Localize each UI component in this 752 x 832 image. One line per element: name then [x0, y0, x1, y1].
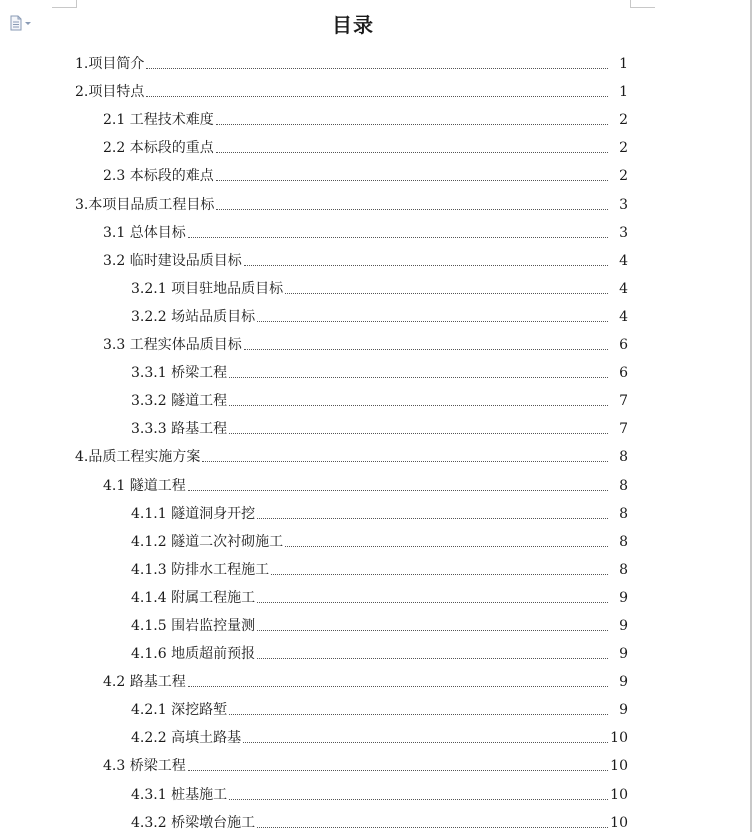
toc-leader-dots — [257, 658, 608, 659]
toc-entry-page-number: 7 — [619, 421, 628, 438]
toc-leader-dots — [257, 630, 608, 631]
toc-leader-dots — [244, 349, 608, 350]
toc-entry-label: 3.3 工程实体品质目标 — [103, 337, 242, 354]
toc-entry-page-number: 10 — [610, 786, 628, 803]
toc-leader-dots — [216, 124, 608, 125]
toc-entry-page-number: 3 — [619, 196, 628, 213]
toc-entry-label: 4.1 隧道工程 — [103, 477, 186, 494]
toc-entry[interactable] — [0, 131, 752, 159]
toc-leader-dots — [257, 827, 608, 828]
toc-leader-dots — [271, 574, 608, 575]
toc-entry-label: 4.2.2 高填土路基 — [131, 730, 242, 747]
toc-leader-dots — [285, 546, 608, 547]
toc-entry-label: 4.1.5 围岩监控量测 — [131, 617, 256, 634]
toc-leader-dots — [285, 293, 608, 294]
toc-entry[interactable] — [0, 272, 752, 300]
toc-entry-label: 4.3.1 桩基施工 — [131, 786, 228, 803]
toc-leader-dots — [229, 405, 608, 406]
toc-entry[interactable] — [0, 47, 752, 75]
toc-entry[interactable] — [0, 328, 752, 356]
toc-entry[interactable] — [0, 637, 752, 665]
toc-entry-label: 4.1.4 附属工程施工 — [131, 589, 256, 606]
toc-entry[interactable] — [0, 440, 752, 468]
toc-entry-page-number: 8 — [619, 561, 628, 578]
toc-list — [0, 47, 752, 832]
toc-entry[interactable] — [0, 412, 752, 440]
toc-entry-page-number: 2 — [619, 112, 628, 129]
toc-entry-page-number: 4 — [619, 252, 628, 269]
toc-entry-label: 4.2 路基工程 — [103, 674, 186, 691]
toc-entry-page-number: 8 — [619, 449, 628, 466]
toc-entry-page-number: 9 — [619, 589, 628, 606]
toc-entry-label: 4.1.1 隧道洞身开挖 — [131, 505, 256, 522]
toc-entry-label: 3.3.3 路基工程 — [131, 421, 228, 438]
toc-entry[interactable] — [0, 187, 752, 215]
toc-entry[interactable] — [0, 244, 752, 272]
toc-entry[interactable] — [0, 468, 752, 496]
toc-entry-page-number: 2 — [619, 168, 628, 185]
toc-entry-page-number: 9 — [619, 617, 628, 634]
toc-entry-page-number: 9 — [619, 702, 628, 719]
toc-leader-dots — [243, 742, 608, 743]
toc-entry-label: 1.项目简介 — [75, 56, 145, 73]
toc-leader-dots — [188, 237, 608, 238]
toc-entry[interactable] — [0, 609, 752, 637]
toc-entry-label: 3.1 总体目标 — [103, 224, 186, 241]
toc-leader-dots — [216, 180, 608, 181]
toc-entry-page-number: 8 — [619, 533, 628, 550]
crop-mark-right — [630, 0, 655, 8]
toc-entry-page-number: 10 — [610, 758, 628, 775]
toc-entry-page-number: 6 — [619, 337, 628, 354]
toc-entry[interactable] — [0, 777, 752, 805]
toc-leader-dots — [146, 96, 608, 97]
toc-entry-page-number: 1 — [619, 84, 628, 101]
toc-entry-page-number: 1 — [619, 56, 628, 73]
toc-leader-dots — [229, 433, 608, 434]
toc-entry-page-number: 10 — [610, 814, 628, 831]
toc-entry-label: 3.3.1 桥梁工程 — [131, 365, 228, 382]
toc-entry[interactable] — [0, 721, 752, 749]
toc-entry[interactable] — [0, 216, 752, 244]
toc-leader-dots — [188, 490, 608, 491]
toc-entry-label: 2.2 本标段的重点 — [103, 140, 214, 157]
toc-title: 目录 — [332, 13, 374, 37]
toc-entry-label: 3.本项目品质工程目标 — [75, 196, 215, 213]
toc-entry-label: 3.3.2 隧道工程 — [131, 393, 228, 410]
toc-entry-page-number: 8 — [619, 477, 628, 494]
toc-entry[interactable] — [0, 356, 752, 384]
toc-entry-label: 4.1.3 防排水工程施工 — [131, 561, 270, 578]
crop-mark-left — [52, 0, 77, 8]
toc-leader-dots — [257, 518, 608, 519]
toc-leader-dots — [188, 770, 608, 771]
toc-entry-page-number: 3 — [619, 224, 628, 241]
toc-entry[interactable] — [0, 665, 752, 693]
toc-entry[interactable] — [0, 384, 752, 412]
toc-entry[interactable] — [0, 749, 752, 777]
toc-entry-label: 3.2.2 场站品质目标 — [131, 308, 256, 325]
toc-entry[interactable] — [0, 75, 752, 103]
toc-leader-dots — [229, 714, 608, 715]
toc-leader-dots — [146, 68, 608, 69]
toc-entry-page-number: 4 — [619, 308, 628, 325]
toc-entry-label: 3.2.1 项目驻地品质目标 — [131, 280, 284, 297]
toc-leader-dots — [229, 377, 608, 378]
toc-entry[interactable] — [0, 553, 752, 581]
toc-entry[interactable] — [0, 581, 752, 609]
toc-entry-page-number: 10 — [610, 730, 628, 747]
toc-entry-label: 4.3.2 桥梁墩台施工 — [131, 814, 256, 831]
toc-leader-dots — [216, 152, 608, 153]
toc-entry-page-number: 8 — [619, 505, 628, 522]
toc-leader-dots — [257, 321, 608, 322]
toc-entry-label: 4.品质工程实施方案 — [75, 449, 201, 466]
toc-entry[interactable] — [0, 497, 752, 525]
toc-entry-label: 4.1.6 地质超前预报 — [131, 646, 256, 663]
toc-entry[interactable] — [0, 159, 752, 187]
toc-leader-dots — [244, 265, 608, 266]
toc-entry-label: 3.2 临时建设品质目标 — [103, 252, 242, 269]
toc-entry-page-number: 4 — [619, 280, 628, 297]
toc-entry-page-number: 9 — [619, 674, 628, 691]
toc-entry-label: 2.1 工程技术难度 — [103, 112, 214, 129]
toc-entry[interactable] — [0, 103, 752, 131]
toc-leader-dots — [188, 686, 608, 687]
toc-entry-page-number: 9 — [619, 646, 628, 663]
toc-entry-label: 4.2.1 深挖路堑 — [131, 702, 228, 719]
toc-entry[interactable] — [0, 300, 752, 328]
toc-entry-label: 2.3 本标段的难点 — [103, 168, 214, 185]
toc-entry-page-number: 2 — [619, 140, 628, 157]
toc-leader-dots — [229, 799, 608, 800]
toc-entry-label: 2.项目特点 — [75, 84, 145, 101]
toc-entry-page-number: 6 — [619, 365, 628, 382]
toc-entry[interactable] — [0, 525, 752, 553]
toc-leader-dots — [257, 602, 608, 603]
toc-leader-dots — [216, 209, 608, 210]
toc-entry-label: 4.3 桥梁工程 — [103, 758, 186, 775]
toc-leader-dots — [202, 461, 608, 462]
toc-entry-page-number: 7 — [619, 393, 628, 410]
toc-entry[interactable] — [0, 806, 752, 832]
toc-entry-label: 4.1.2 隧道二次衬砌施工 — [131, 533, 284, 550]
toc-entry[interactable] — [0, 693, 752, 721]
